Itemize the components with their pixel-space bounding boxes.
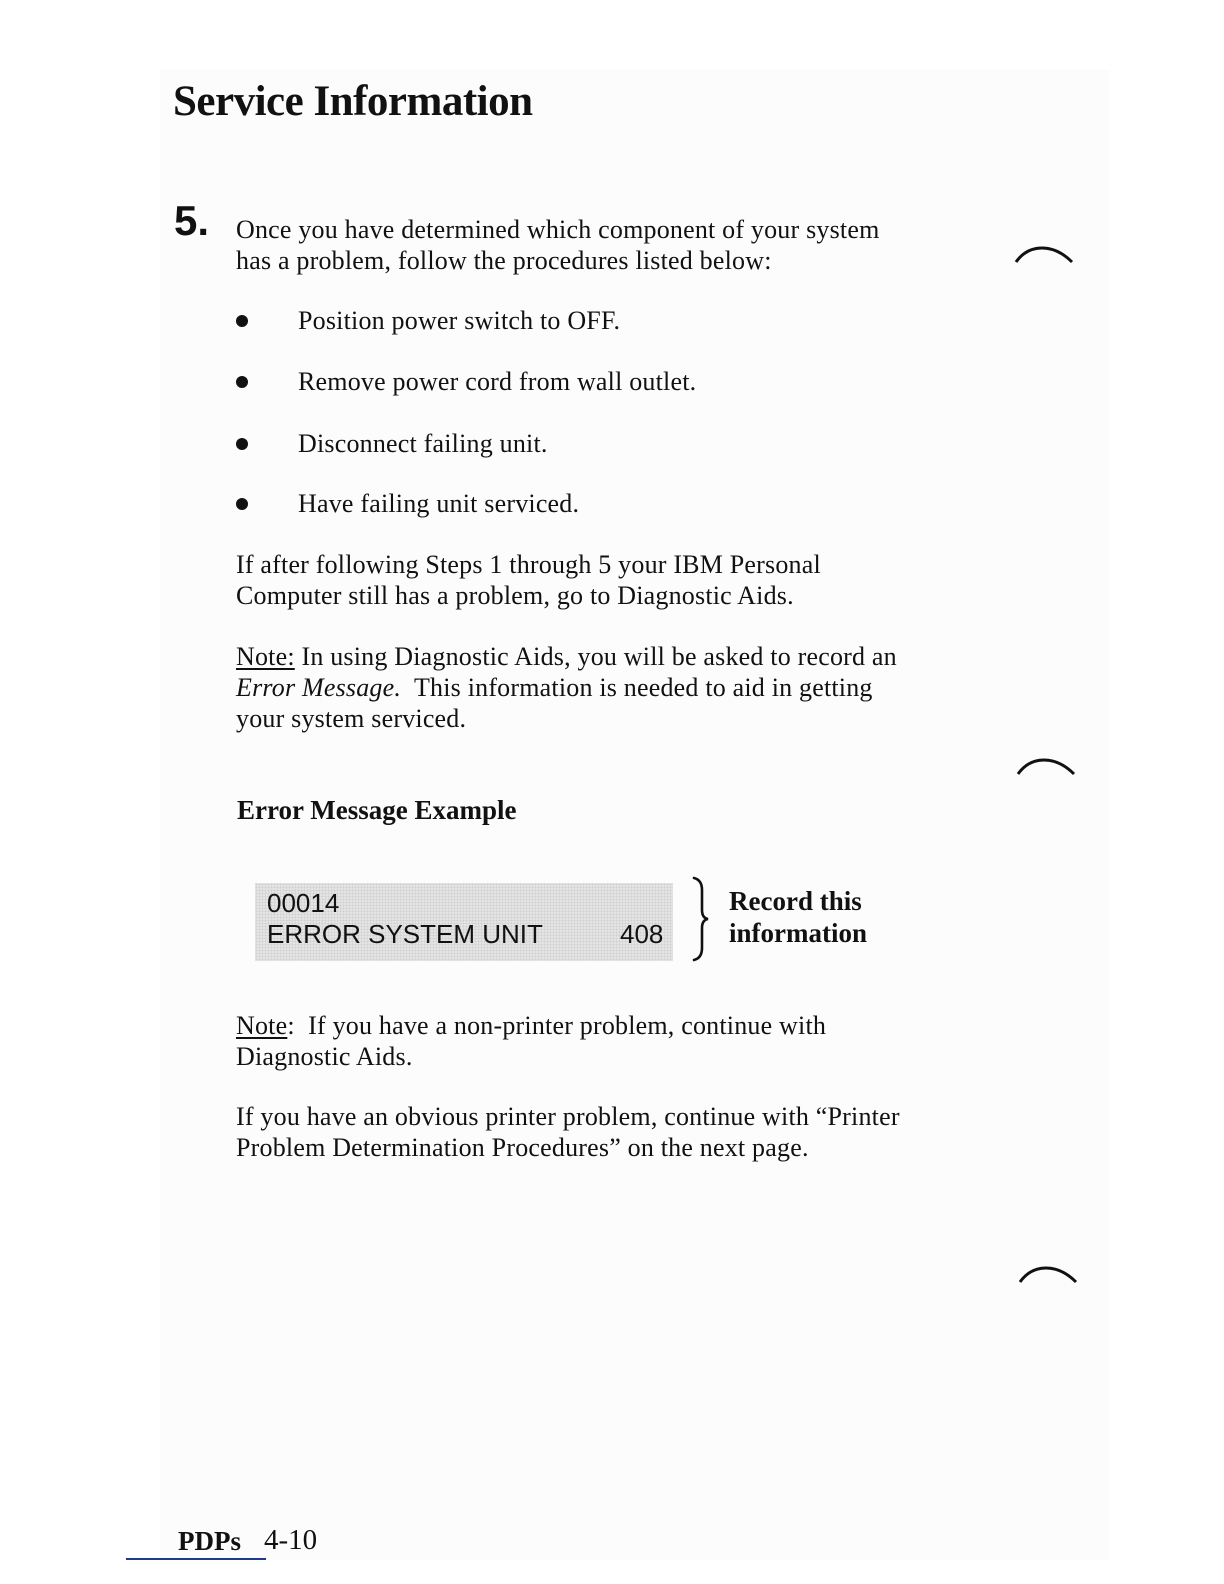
steps-paragraph-line: Computer still has a problem, go to Diagnostic Aids. <box>236 581 794 610</box>
printer-note-line: Diagnostic Aids. <box>236 1042 413 1071</box>
bullet-text: Have failing unit serviced. <box>298 489 580 518</box>
binder-arc-icon <box>1012 1260 1078 1290</box>
bullet-dot-icon <box>236 376 248 388</box>
footer-page-number: 4-10 <box>264 1524 318 1556</box>
diagnostic-note-line <box>236 672 897 703</box>
error-number: 408 <box>620 919 664 949</box>
right-brace-icon <box>688 876 712 962</box>
note-text: This information is needed to aid in getting <box>401 673 873 702</box>
steps-paragraph <box>236 549 821 611</box>
diagnostic-note-line: your system serviced. <box>236 704 467 733</box>
bullet-text: Remove power cord from wall outlet. <box>298 367 697 396</box>
step-number: 5. <box>174 197 210 244</box>
step-intro <box>236 214 880 276</box>
page-title: Service Information <box>173 78 533 125</box>
note-text: : If you have a non-printer problem, continue with <box>287 1011 827 1040</box>
note-label: Note: <box>236 642 295 671</box>
step-intro-line: has a problem, follow the procedures listed below: <box>236 246 772 275</box>
bullet-dot-icon <box>236 498 248 510</box>
bullet-text: Position power switch to OFF. <box>298 306 621 335</box>
bullet-text: Disconnect failing unit. <box>298 429 548 458</box>
record-note-line: Record this <box>729 886 862 916</box>
printer-note-line <box>236 1010 826 1041</box>
step-intro-line: Once you have determined which component of your system <box>236 215 880 244</box>
record-note-line: information <box>729 918 867 948</box>
printer-paragraph <box>236 1101 900 1163</box>
footer-section-label: PDPs <box>178 1526 241 1556</box>
note-text: In using Diagnostic Aids, you will be asked to record an <box>294 642 897 671</box>
binder-arc-icon <box>1012 242 1078 272</box>
printer-note <box>236 1010 826 1072</box>
error-code: 00014 <box>267 888 340 918</box>
steps-paragraph-line: If after following Steps 1 through 5 your IBM Personal <box>236 550 821 579</box>
printer-paragraph-line: If you have an obvious printer problem, continue with “Printer <box>236 1102 900 1131</box>
diagnostic-note-line <box>236 641 897 672</box>
printer-paragraph-line: Problem Determination Procedures” on the next page. <box>236 1133 809 1162</box>
error-message-term: Error Message. <box>236 673 402 702</box>
error-message: ERROR SYSTEM UNIT <box>267 919 543 949</box>
binder-arc-icon <box>1012 752 1078 782</box>
footer-rule <box>126 1558 266 1560</box>
error-example-heading: Error Message Example <box>237 795 517 825</box>
note-label: Note <box>236 1011 288 1040</box>
bullet-dot-icon <box>236 315 248 327</box>
bullet-dot-icon <box>236 438 248 450</box>
diagnostic-note <box>236 641 897 734</box>
record-note <box>729 885 867 949</box>
error-screen-display <box>255 883 673 961</box>
